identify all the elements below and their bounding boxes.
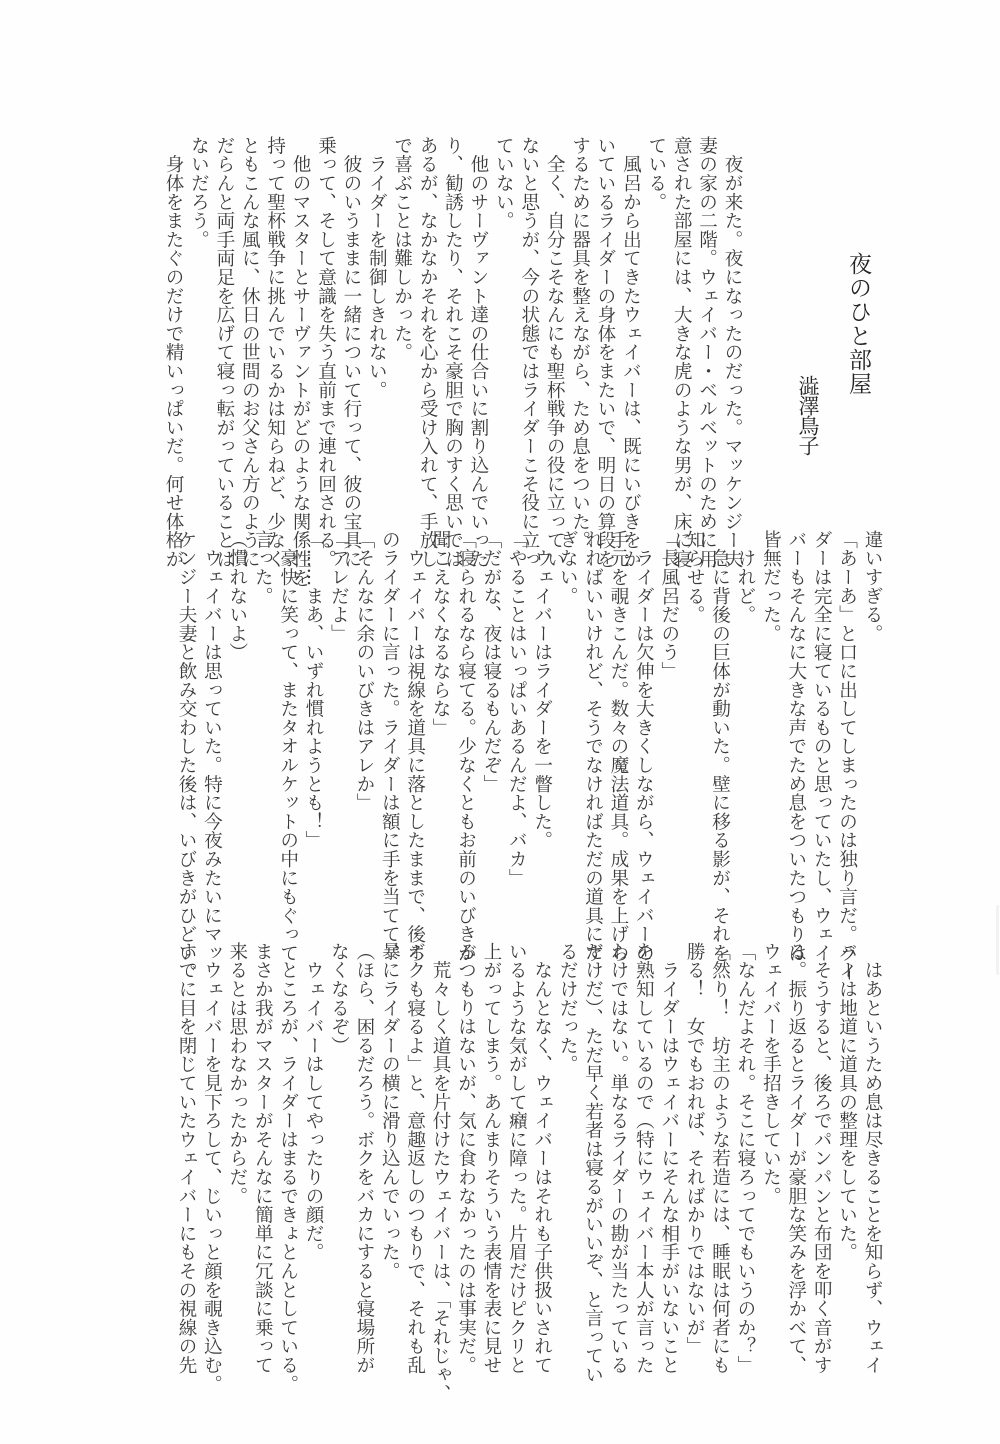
text-line: 違いすぎる。 bbox=[862, 530, 883, 643]
text-line: だらんと両手両足を広げて寝っ転がっていることは bbox=[213, 136, 235, 569]
text-line: ケンジー夫妻と飲み交わした後は、いびきがひどい。 bbox=[176, 530, 198, 982]
text-line: （ほら、困るだろう。ボクをバカにすると寝場所が bbox=[353, 942, 375, 1375]
text-line: するために器具を整えながら、ため息をついた。 bbox=[569, 136, 591, 550]
text-line: ウェイバーを見下ろして、じいっと顔を覗き込む。 bbox=[201, 942, 223, 1394]
text-line: 豪快に笑って、またタオルケットの中にもぐって bbox=[277, 530, 299, 963]
text-line: 言った。 bbox=[252, 530, 274, 606]
text-line: ライダーを制御しきれない。 bbox=[366, 136, 388, 400]
text-line: 持って聖杯戦争に挑んでいるかは知らねど、少なく bbox=[264, 136, 286, 569]
text-line: いているライダーの身体をまたいで、明日の算段を bbox=[594, 136, 616, 569]
text-line: 「そんなに余のいびきはアレか」 bbox=[353, 530, 375, 812]
text-line: ともこんな風に、休日の世間のお父さん方のように bbox=[239, 136, 261, 569]
text-line: ないだろう。 bbox=[188, 136, 210, 249]
text-line: ている。 bbox=[645, 136, 667, 212]
text-line: で喜ぶことは難しかった。 bbox=[391, 136, 413, 362]
text-line: 「アレだよ」 bbox=[328, 530, 350, 643]
text-line: るだけだった。 bbox=[557, 942, 579, 1074]
text-line: 皆無だった。 bbox=[760, 530, 782, 643]
text-line: まさか我がマスターがそんなに簡単に冗談に乗って bbox=[252, 942, 274, 1375]
text-line: のライダーに言った。ライダーは額に手を当てて、 bbox=[379, 530, 401, 963]
text-line: り、勧誘したり、それこそ豪胆で胸のすく思いでは bbox=[442, 136, 464, 569]
text-line: なくなるぞ） bbox=[328, 942, 350, 1055]
text-line: 彼のいうままに一緒について行って、彼の宝具に bbox=[340, 136, 362, 569]
text-line: るつもりはないが、気に食わなかったのは事実だ。 bbox=[455, 942, 477, 1375]
text-line: 知らせる。 bbox=[684, 530, 706, 624]
text-line: 「やることはいっぱいあるんだよ、バカ」 bbox=[506, 530, 528, 888]
author-name: 澁澤鳥子 bbox=[796, 375, 820, 455]
text-block-middle bbox=[174, 530, 885, 982]
text-line: 勝る！ 女でもおれば、そればかりではないが」 bbox=[684, 942, 706, 1356]
story-title: 夜のひと部屋 bbox=[845, 252, 871, 396]
text-line: 他のサーヴァント達の仕合いに割り込んでいった bbox=[467, 136, 489, 569]
text-line: 全く、自分こそなんにも聖杯戦争の役に立ってい bbox=[544, 136, 566, 569]
text-line: 「然り！ 坊主のような若造には、睡眠は何者にも bbox=[709, 942, 731, 1375]
text-line: 夜が来た。夜になったのだった。マッケンジー夫 bbox=[722, 136, 743, 569]
text-line: ていない。 bbox=[493, 136, 515, 230]
text-line: 手元を覗きこんだ。数々の魔法道具。成果を上げら bbox=[607, 530, 629, 963]
text-line: 風呂から出てきたウェイバーは、既にいびきをか bbox=[620, 136, 642, 569]
text-line: はあというため息は尽きることを知らず、ウェイ bbox=[862, 942, 883, 1375]
text-line: けれど。 bbox=[734, 530, 756, 624]
text-line: ウェイバーは視線を道具に落としたままで、後ろ bbox=[404, 530, 426, 963]
scan-edge-mark bbox=[996, 905, 999, 975]
text-line: 「長風呂だのう」 bbox=[658, 530, 680, 681]
text-line: 来るとは思わなかったからだ。 bbox=[226, 942, 248, 1206]
text-line: 「なんだよそれ。そこに寝ろってでもいうのか？」 bbox=[734, 942, 756, 1375]
text-line: （慣れないよ） bbox=[226, 530, 248, 662]
text-line: 急に背後の巨体が動いた。壁に移る影が、それを bbox=[709, 530, 731, 963]
text-block-bottom bbox=[174, 942, 885, 1403]
text-line: ウェイバーはしてやったりの顔だ。 bbox=[303, 942, 325, 1262]
text-line: ウェイバーは思っていた。特に今夜みたいにマッ bbox=[201, 530, 223, 963]
text-line: バーもそんなに大きな声でため息をついたつもりは bbox=[785, 530, 807, 963]
text-line: 暴にライダーの横に滑り込んでいった。 bbox=[379, 942, 401, 1281]
text-line: 聞こえなくなるならな」 bbox=[430, 530, 452, 737]
text-line: あるが、なかなかそれを心から受け入れて、手放し bbox=[417, 136, 439, 569]
text-line: 上がってしまう。あんまりそういう表情を表に見せ bbox=[480, 942, 502, 1375]
text-line: 身体をまたぐのだけで精いっぱいだ。何せ体格が bbox=[163, 136, 185, 569]
text-line: ライダーは欠伸を大きくしながら、ウェイバーの bbox=[633, 530, 655, 963]
text-line: そうすると、後ろでパンパンと布団を叩く音がす bbox=[811, 942, 833, 1375]
text-line: ないと思うが、今の状態ではライダーこそ役に立っ bbox=[518, 136, 540, 569]
text-line: 「だがな、夜は寝るもんだぞ」 bbox=[480, 530, 502, 794]
text-line: ライダーはウェイバーにそんな相手がいないこと bbox=[658, 942, 680, 1375]
text-line: を熟知しているので（特にウェイバー本人が言った bbox=[633, 942, 655, 1375]
text-line: ウェイバーを手招きしていた。 bbox=[760, 942, 782, 1206]
text-line: だけだ）、ただ早く若者は寝るがいいぞ、と言ってい bbox=[582, 942, 604, 1384]
text-line: ぎない。 bbox=[557, 530, 579, 606]
text-line: る。振り返るとライダーが豪胆な笑みを浮かべて、 bbox=[785, 942, 807, 1375]
text-line: 「あーあ」と口に出してしまったのは独り言だ。ライ bbox=[836, 530, 858, 982]
text-line: ところが、ライダーはまるできょとんとしている。 bbox=[277, 942, 299, 1394]
text-line: わけではない。単なるライダーの勘が当たっている bbox=[607, 942, 629, 1375]
text-line: 妻の家の二階。ウェイバー・ベルベットのために用 bbox=[696, 136, 718, 569]
text-line: いるような気がして癪に障った。片眉だけピクリと bbox=[506, 942, 528, 1375]
text-line: 他のマスターとサーヴァントがどのような関係性を bbox=[290, 136, 312, 588]
text-line: 「……まあ、いずれ慣れようとも！」 bbox=[303, 530, 325, 850]
text-line: れればいいけれど、そうでなければただの道具にす bbox=[582, 530, 604, 963]
text-line: ボクも寝るよ」と、意趣返しのつもりで、それも乱 bbox=[404, 942, 426, 1375]
text-line: 荒々しく道具を片付けたウェイバーは、「それじゃ、 bbox=[430, 942, 452, 1403]
text-line: 意された部屋には、大きな虎のような男が、床に寝 bbox=[671, 136, 693, 569]
text-line: すでに目を閉じていたウェイバーにもその視線の先 bbox=[176, 942, 198, 1375]
text-line: ウェイバーはライダーを一瞥した。 bbox=[531, 530, 553, 850]
text-line: 乗って、そして意識を失う直前まで連れ回される。 bbox=[315, 136, 337, 569]
text-line: ダーは完全に寝ているものと思っていたし、ウェイ bbox=[811, 530, 833, 963]
text-line: 「寝られるなら寝てる。少なくともお前のいびきが bbox=[455, 530, 477, 963]
text-line: バーは地道に道具の整理をしていた。 bbox=[836, 942, 858, 1262]
text-line: なんとなく、ウェイバーはそれも子供扱いされて bbox=[531, 942, 553, 1375]
